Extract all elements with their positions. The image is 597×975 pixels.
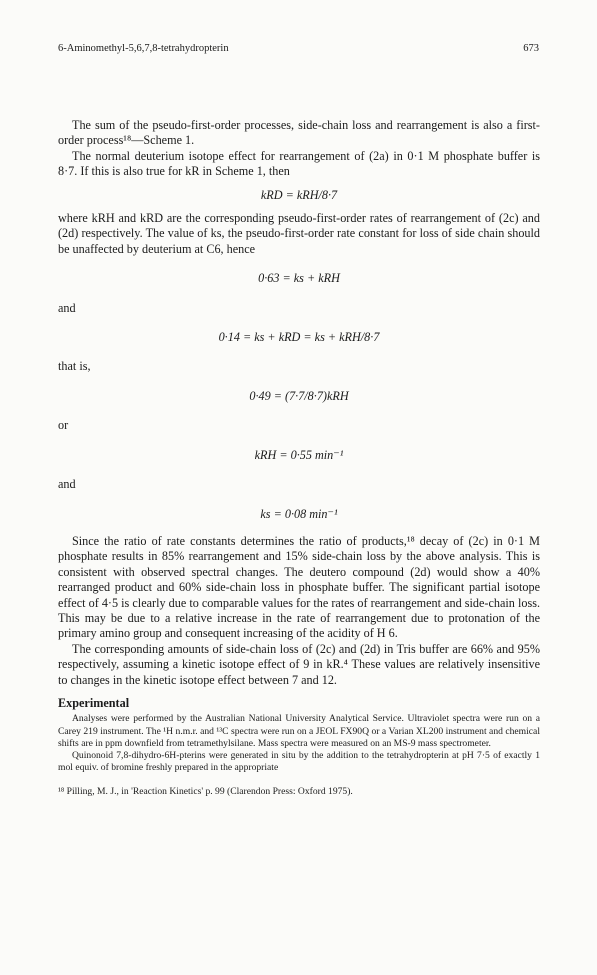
equation-0-14: 0·14 = ks + kRD = ks + kRH/8·7 xyxy=(218,330,380,345)
word-or: or xyxy=(58,418,69,433)
equation-0-49: 0·49 = (7·7/8·7)kRH xyxy=(249,388,349,403)
equation-kRH-value: kRH = 0·55 min⁻¹ xyxy=(254,447,344,462)
paragraph-isotope-effect: The normal deuterium isotope effect for rearrangement of (2a) in 0·1 M phosphate buffer is 8·7. If this is also true for kR in Scheme 1, then xyxy=(58,148,540,179)
word-and-2: and xyxy=(58,477,76,492)
article-body xyxy=(58,118,540,798)
paragraph-ratio-rate-constants: Since the ratio of rate constants determines the ratio of products,¹⁸ decay of (2c) in 0·1 M phosphate results in 85% rearrangement and 15% side-chain loss by the above analysis. This is consistent with observed spectral changes. The deutero compound (2d) would show a 40% rearranged product and 60% side-chain loss in phosphate buffer. The significant partial isotope effect of 4·5 is clearly due to comparable values for the rates of rearrangement and side-chain loss. This may be due to a relative increase in the rate of rearrangement due to protonation of the primary amino group and consequent increasing of the acidity of H 6. xyxy=(58,533,540,641)
page-number: 673 xyxy=(523,43,539,54)
paragraph-sum-processes: The sum of the pseudo-first-order processes, side-chain loss and rearrangement is also a first-order process¹⁸—Scheme 1. xyxy=(58,118,540,148)
running-title: 6-Aminomethyl-5,6,7,8-tetrahydropterin xyxy=(58,43,229,54)
equation-ks-value: ks = 0·08 min⁻¹ xyxy=(260,506,338,521)
paragraph-tris-buffer: The corresponding amounts of side-chain loss of (2c) and (2d) in Tris buffer are 66% and 95% respectively, assuming a kinetic isotope effect of 9 in kR.⁴ These values are relatively insensitive to changes in the kinetic isotope effect between 7 and 12. xyxy=(58,641,540,687)
section-heading-experimental: Experimental xyxy=(58,695,130,710)
paragraph-quinonoid: Quinonoid 7,8-dihydro-6H-pterins were generated in situ by the addition to the tetrahydropterin at pH 7·5 of exactly 1 mol equiv. of bromine freshly prepared in the appropriate xyxy=(58,749,540,774)
footnote-18: ¹⁸ Pilling, M. J., in 'Reaction Kinetics' p. 99 (Clarendon Press: Oxford 1975). xyxy=(58,786,353,798)
equation-0-63: 0·63 = ks + kRH xyxy=(258,271,340,286)
equation-kRD: kRD = kRH/8·7 xyxy=(260,187,338,202)
word-and-1: and xyxy=(58,300,76,315)
paragraph-analyses: Analyses were performed by the Australian National University Analytical Service. Ultraviolet spectra were run on a Carey 219 instrument. The ¹H n.m.r. and ¹³C spectra were run on a JEOL FX90Q or a Varian XL200 instrument and chemical shifts are in ppm downfield from tetramethylsilane. Mass spectra were measured on an MS-9 mass spectrometer. xyxy=(58,713,540,749)
word-that-is: that is, xyxy=(58,359,91,374)
paragraph-where: where kRH and kRD are the corresponding pseudo-first-order rates of rearrangement of (2c) and (2d) respectively. The value of ks, the pseudo-first-order rate constant for loss of side chain should be unaffected by deuterium at C6, hence xyxy=(58,211,540,256)
page-header xyxy=(58,43,539,57)
